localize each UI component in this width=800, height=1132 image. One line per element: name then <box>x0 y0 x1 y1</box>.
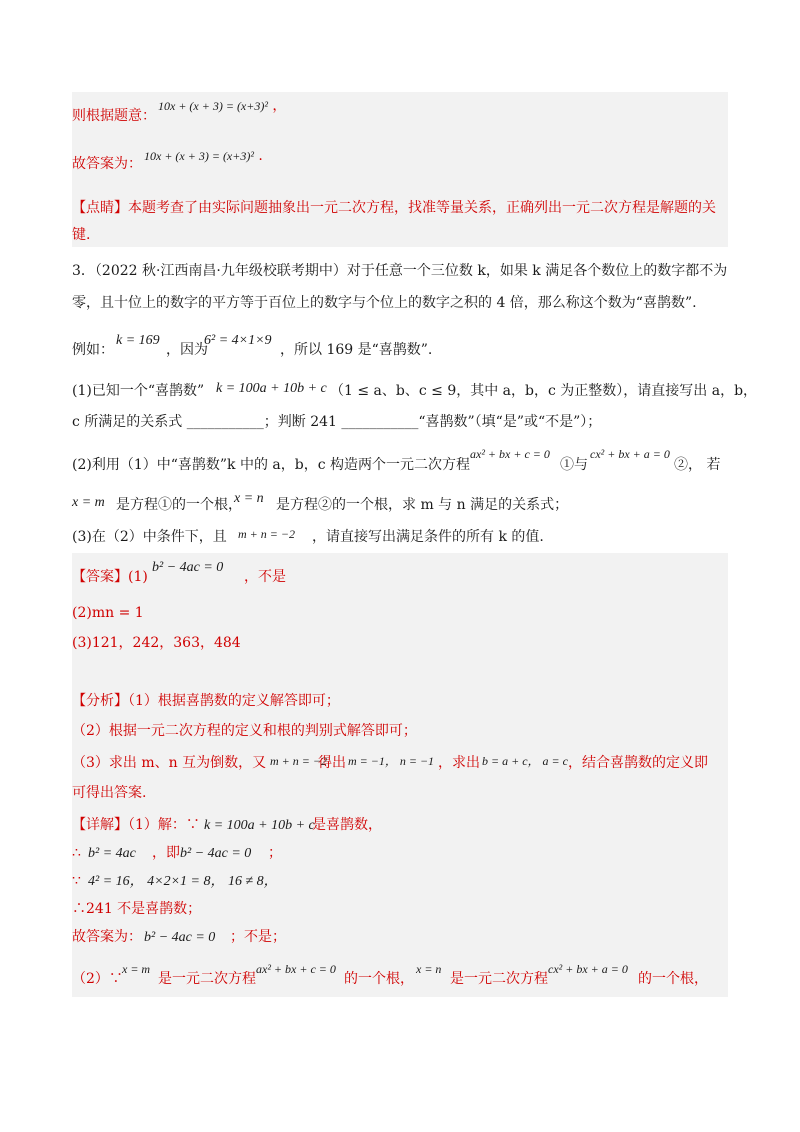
analysis-mid-3 <box>568 753 708 773</box>
answer-line-2 <box>72 603 144 623</box>
problem-line-2 <box>72 293 697 313</box>
detail-line-6-e <box>638 969 708 989</box>
equation-2-suffix: . <box>258 148 263 164</box>
detail-1-equation: k = 100a + 10b + c <box>204 818 315 833</box>
equation-1-math: 10x + (x + 3) = (x+3)² <box>158 99 268 113</box>
question-2-line-1 <box>72 455 470 475</box>
question-2-suffix <box>674 455 720 475</box>
answer-math-1 <box>152 557 223 578</box>
detail-math-2b <box>180 843 251 864</box>
problem-text-1: 3．（2022 秋·江西南昌·九年级校联考期中）对于任意一个三位数 k，如果 k 满足各个数位上的数字都不为 <box>72 263 728 279</box>
detail-3-text-a: ∵ <box>72 873 81 889</box>
analysis-1-text: 【分析】（1）根据喜鹊数的定义解答即可； <box>72 693 340 709</box>
example-suffix-text: ，所以 169 是“喜鹊数”. <box>280 342 433 358</box>
question-2-line-2-math-2 <box>234 488 264 509</box>
answer-label: 【答案】(1) <box>72 569 148 585</box>
detail-6-text-b: 是一元二次方程 <box>158 971 256 987</box>
analysis-3-text-c: ，求出 <box>438 755 480 771</box>
detail-6-text-e: 的一个根， <box>638 971 708 987</box>
detail-math-6d <box>548 959 628 979</box>
detail-line-6 <box>72 969 123 989</box>
q2-line2-text-b: 是方程②的一个根，求 m 与 n 满足的关系式； <box>276 497 569 513</box>
detail-line-1 <box>72 815 200 835</box>
detail-2-text-a: ∴ <box>72 845 81 861</box>
example-math-1 <box>116 330 160 351</box>
detail-line-4 <box>72 899 201 919</box>
q3-suffix-text: ，请直接写出满足条件的所有 k 的值. <box>312 529 544 545</box>
detail-2-equation-1: b² = 4ac <box>88 846 136 861</box>
question-2-line-2-b <box>276 495 568 515</box>
q1-equation: k = 100a + 10b + c <box>216 381 327 396</box>
question-2-mid <box>560 455 588 475</box>
analysis-mid-2 <box>438 753 480 773</box>
analysis-equation-2: m = −1， n = −1 <box>348 754 435 768</box>
example-equation-k: k = 169 <box>116 333 160 348</box>
detail-math-3 <box>88 871 278 892</box>
question-3-line <box>72 527 227 547</box>
solution-line-1 <box>72 106 156 126</box>
question-1-math <box>216 378 327 399</box>
equation-1-suffix: ， <box>272 98 287 114</box>
detail-math-1 <box>204 815 315 836</box>
q1-suffix-text: （1 ≤ a、b、c ≤ 9，其中 a，b，c 为正整数），请直接写出 a，b， <box>330 383 758 399</box>
answer-suffix-text: ，不是 <box>244 569 286 585</box>
analysis-2-text: （2）根据一元二次方程的定义和根的判别式解答即可； <box>72 723 417 739</box>
answer-line-3 <box>72 633 241 653</box>
answer-3-text: (3)121，242，363，484 <box>72 635 241 651</box>
detail-line-2-mid <box>152 843 180 863</box>
detail-line-5 <box>72 927 142 947</box>
q2-x-equals-m: x = m <box>72 495 105 510</box>
q1-line-2-text: c 所满足的关系式 ___________；判断 241 ___________“喜鹊数”（填“是”或“不是”）； <box>72 414 602 430</box>
detail-5-text-b: ；不是； <box>230 929 286 945</box>
answer-2-text: (2)mn = 1 <box>72 605 144 621</box>
detail-math-6a <box>122 959 150 979</box>
analysis-equation-1: m + n = −2 <box>270 754 327 768</box>
q2-mid-text: ①与 <box>560 457 588 473</box>
question-2-line-2-a <box>116 495 242 515</box>
detail-line-2 <box>72 843 81 863</box>
answer-suffix <box>244 567 286 587</box>
detail-2-text-b: ，即 <box>152 845 180 861</box>
detail-line-6-b <box>158 969 256 989</box>
question-3-suffix <box>312 527 544 547</box>
analysis-math-2 <box>348 751 434 771</box>
q2-x-equals-n: x = n <box>234 491 264 506</box>
detail-6-text-c: 的一个根， <box>344 971 414 987</box>
question-3-math <box>238 524 295 544</box>
detail-line-5-end <box>230 927 286 947</box>
example-mid-text: ，因为 <box>166 342 208 358</box>
comment-text-b: 键. <box>72 227 91 243</box>
analysis-equation-3: b = a + c， a = c <box>482 754 568 768</box>
line2-prefix: 故答案为： <box>72 156 142 172</box>
example-equation-6: 6² = 4×1×9 <box>204 333 272 348</box>
previous-solution-block <box>72 92 728 247</box>
detail-line-6-d <box>450 969 548 989</box>
analysis-3-text-d: ，结合喜鹊数的定义即 <box>568 755 708 771</box>
detail-6-x-equals-m: x = m <box>122 962 151 976</box>
comment-text-a: 【点睛】本题考查了由实际问题抽象出一元二次方程，找准等量关系，正确列出一元二次方程是解题的关 <box>72 200 716 216</box>
detail-5-equation: b² − 4ac = 0 <box>144 930 216 945</box>
analysis-math-3 <box>482 751 568 771</box>
detail-line-2-end <box>268 843 282 863</box>
example-suffix <box>280 340 432 360</box>
question-2-math-1 <box>470 444 550 464</box>
comment-line-b <box>72 225 90 245</box>
question-1-line-1 <box>72 381 204 401</box>
detail-5-text-a: 故答案为： <box>72 929 142 945</box>
question-2-math-2 <box>590 444 670 464</box>
problem-text-2: 零，且十位上的数字的平方等于百位上的数字与个位上的数字之积的 4 倍，那么称这个数为“喜鹊数”. <box>72 295 697 311</box>
detail-line-6-c <box>344 969 414 989</box>
detail-2-equation-2: b² − 4ac = 0 <box>180 846 252 861</box>
analysis-3-text-b: 得出 <box>318 755 346 771</box>
example-mid <box>166 340 208 360</box>
detail-6-x-equals-n: x = n <box>416 962 442 976</box>
problem-line-1 <box>72 261 727 281</box>
detail-1-text-b: 是喜鹊数， <box>312 817 382 833</box>
detail-line-1-suffix <box>312 815 382 835</box>
analysis-3-text-a: （3）求出 m、n 互为倒数，又 <box>72 755 267 771</box>
detail-6-equation-2: cx² + bx + a = 0 <box>548 962 628 976</box>
detail-6-equation-1: ax² + bx + c = 0 <box>256 962 336 976</box>
detail-1-text-a: 【详解】（1）解：∵ <box>72 817 200 833</box>
q3-equation: m + n = −2 <box>238 527 295 541</box>
detail-line-3 <box>72 871 81 891</box>
detail-math-6b <box>256 959 336 979</box>
analysis-line-2 <box>72 721 417 741</box>
solution-block <box>72 553 728 997</box>
q2-prefix: (2)利用（1）中“喜鹊数”k 中的 a，b，c 构造两个一元二次方程 <box>72 457 471 473</box>
detail-3-equation: 4² = 16， 4×2×1 = 8， 16 ≠ 8， <box>88 874 278 889</box>
q2-suffix-text: ②， 若 <box>674 457 721 473</box>
detail-math-5 <box>144 927 215 948</box>
q3-prefix: (3)在（2）中条件下，且 <box>72 529 227 545</box>
analysis-line-1 <box>72 691 340 711</box>
q1-prefix: (1)已知一个“喜鹊数” <box>72 383 205 399</box>
comment-line-a <box>72 198 716 218</box>
analysis-line-3 <box>72 753 266 773</box>
analysis-4-text: 可得出答案. <box>72 785 147 801</box>
answer-line-1 <box>72 567 148 587</box>
equation-2-math: 10x + (x + 3) = (x+3)² <box>144 149 254 163</box>
equation-2 <box>144 146 263 166</box>
equation-1 <box>158 96 286 116</box>
detail-6-text-a: （2）∵ <box>72 971 123 987</box>
question-2-line-2-math-1 <box>72 492 105 513</box>
example-math-2 <box>204 330 272 351</box>
q2-line2-text-a: 是方程①的一个根， <box>116 497 242 513</box>
analysis-mid-1 <box>318 753 346 773</box>
question-1-line-2 <box>72 412 601 432</box>
answer-equation: b² − 4ac = 0 <box>152 560 224 575</box>
detail-4-text: ∴241 不是喜鹊数； <box>72 901 202 917</box>
detail-math-6c <box>416 959 441 979</box>
question-1-suffix <box>330 381 757 401</box>
example-line <box>72 340 114 360</box>
solution-line-2 <box>72 154 142 174</box>
detail-2-text-c: ； <box>268 845 282 861</box>
q2-equation-2: cx² + bx + a = 0 <box>590 447 670 461</box>
example-prefix: 例如： <box>72 342 114 358</box>
detail-6-text-d: 是一元二次方程 <box>450 971 548 987</box>
q2-equation-1: ax² + bx + c = 0 <box>470 447 550 461</box>
detail-math-2a <box>88 843 136 864</box>
analysis-line-4 <box>72 783 146 803</box>
line1-prefix: 则根据题意： <box>72 108 156 124</box>
